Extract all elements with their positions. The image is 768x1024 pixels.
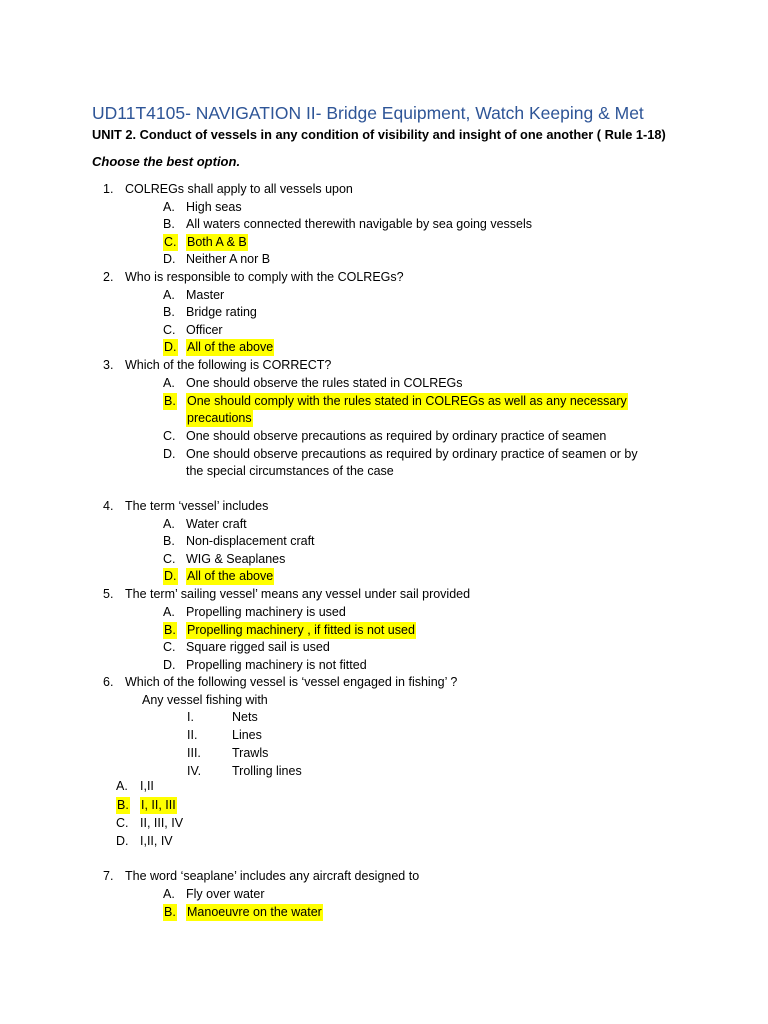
roman-numeral: III. — [187, 746, 201, 760]
option-text[interactable]: Fly over water — [186, 887, 265, 901]
option-letter[interactable]: A. — [163, 887, 175, 901]
option-letter[interactable]: A. — [163, 288, 175, 302]
option-letter[interactable]: B. — [163, 305, 175, 319]
option-letter[interactable]: C. — [116, 816, 129, 830]
question-text: The word ‘seaplane’ includes any aircraft designed to — [125, 869, 420, 883]
question-number: 4. — [103, 499, 114, 513]
option-letter[interactable]: C. — [163, 429, 176, 443]
roman-numeral: I. — [187, 710, 194, 724]
question-number: 1. — [103, 182, 114, 196]
roman-item-text: Lines — [232, 728, 262, 742]
option-text[interactable]: WIG & Seaplanes — [186, 552, 286, 566]
option-text[interactable]: I,II, IV — [140, 834, 173, 848]
option-letter[interactable]: A. — [116, 779, 128, 793]
option-text[interactable]: Bridge rating — [186, 305, 257, 319]
doc-title: UD11T4105- NAVIGATION II- Bridge Equipment, Watch Keeping & Met — [92, 103, 644, 123]
option-letter[interactable]: A. — [163, 605, 175, 619]
option-text[interactable]: Propelling machinery is used — [186, 605, 346, 619]
question-text: Which of the following is CORRECT? — [125, 358, 332, 372]
option-letter[interactable]: D. — [116, 834, 129, 848]
option-text[interactable]: Master — [186, 288, 225, 302]
option-text[interactable]: Neither A nor B — [186, 252, 271, 266]
option-text[interactable]: One should observe precautions as required by ordinary practice of seamen — [186, 429, 607, 443]
option-text[interactable]: One should observe precautions as required by ordinary practice of seamen or by — [186, 447, 638, 461]
option-letter[interactable]: B. — [163, 217, 175, 231]
option-text-continued[interactable]: the special circumstances of the case — [186, 464, 394, 478]
option-letter[interactable]: D. — [164, 340, 177, 354]
option-letter[interactable]: B. — [164, 623, 176, 637]
option-letter[interactable]: B. — [117, 798, 129, 812]
option-letter[interactable]: B. — [164, 905, 176, 919]
roman-item-text: Nets — [232, 710, 258, 724]
option-letter[interactable]: D. — [163, 252, 176, 266]
option-text-correct[interactable]: All of the above — [187, 340, 274, 354]
option-letter[interactable]: A. — [163, 200, 175, 214]
option-text-correct[interactable]: Propelling machinery , if fitted is not used — [187, 623, 415, 637]
roman-item-text: Trawls — [232, 746, 269, 760]
question-number: 6. — [103, 675, 114, 689]
question-text: The term’ sailing vessel’ means any vessel under sail provided — [125, 587, 471, 601]
question-text: Which of the following vessel is ‘vessel engaged in fishing’ ? — [125, 675, 458, 689]
option-text[interactable]: II, III, IV — [140, 816, 184, 830]
option-letter[interactable]: C. — [163, 323, 176, 337]
roman-numeral: IV. — [187, 764, 202, 778]
option-text[interactable]: I,II — [140, 779, 154, 793]
doc-subtitle: UNIT 2. Conduct of vessels in any condition of visibility and insight of one another ( Rule 1-18) — [92, 127, 666, 142]
option-letter[interactable]: A. — [163, 376, 175, 390]
option-text-correct[interactable]: I, II, III — [141, 798, 176, 812]
option-letter[interactable]: D. — [163, 658, 176, 672]
option-text[interactable]: Water craft — [186, 517, 247, 531]
option-text-correct[interactable]: One should comply with the rules stated in COLREGs as well as any necessary — [187, 394, 627, 408]
option-text-correct[interactable]: Manoeuvre on the water — [187, 905, 322, 919]
option-text[interactable]: All waters connected therewith navigable by sea going vessels — [186, 217, 533, 231]
option-text[interactable]: High seas — [186, 200, 242, 214]
question-number: 7. — [103, 869, 114, 883]
question-text: The term ‘vessel’ includes — [125, 499, 269, 513]
option-letter[interactable]: B. — [163, 534, 175, 548]
option-letter[interactable]: C. — [163, 640, 176, 654]
roman-item-text: Trolling lines — [232, 764, 302, 778]
question-number: 2. — [103, 270, 114, 284]
option-text-correct[interactable]: All of the above — [187, 569, 274, 583]
question-text: COLREGs shall apply to all vessels upon — [125, 182, 353, 196]
instruction-text: Choose the best option. — [92, 154, 241, 169]
option-text[interactable]: One should observe the rules stated in COLREGs — [186, 376, 463, 390]
question-number: 3. — [103, 358, 114, 372]
option-text[interactable]: Non-displacement craft — [186, 534, 315, 548]
option-text-correct[interactable]: Both A & B — [187, 235, 247, 249]
option-text-continued[interactable]: precautions — [187, 411, 252, 425]
option-letter[interactable]: C. — [163, 552, 176, 566]
option-letter[interactable]: D. — [163, 447, 176, 461]
question-sub-intro: Any vessel fishing with — [142, 693, 268, 707]
option-letter[interactable]: D. — [164, 569, 177, 583]
question-text: Who is responsible to comply with the COLREGs? — [125, 270, 404, 284]
option-letter[interactable]: C. — [164, 235, 177, 249]
option-letter[interactable]: B. — [164, 394, 176, 408]
option-text[interactable]: Propelling machinery is not fitted — [186, 658, 367, 672]
option-text[interactable]: Square rigged sail is used — [186, 640, 330, 654]
option-text[interactable]: Officer — [186, 323, 223, 337]
option-letter[interactable]: A. — [163, 517, 175, 531]
question-number: 5. — [103, 587, 114, 601]
roman-numeral: II. — [187, 728, 198, 742]
